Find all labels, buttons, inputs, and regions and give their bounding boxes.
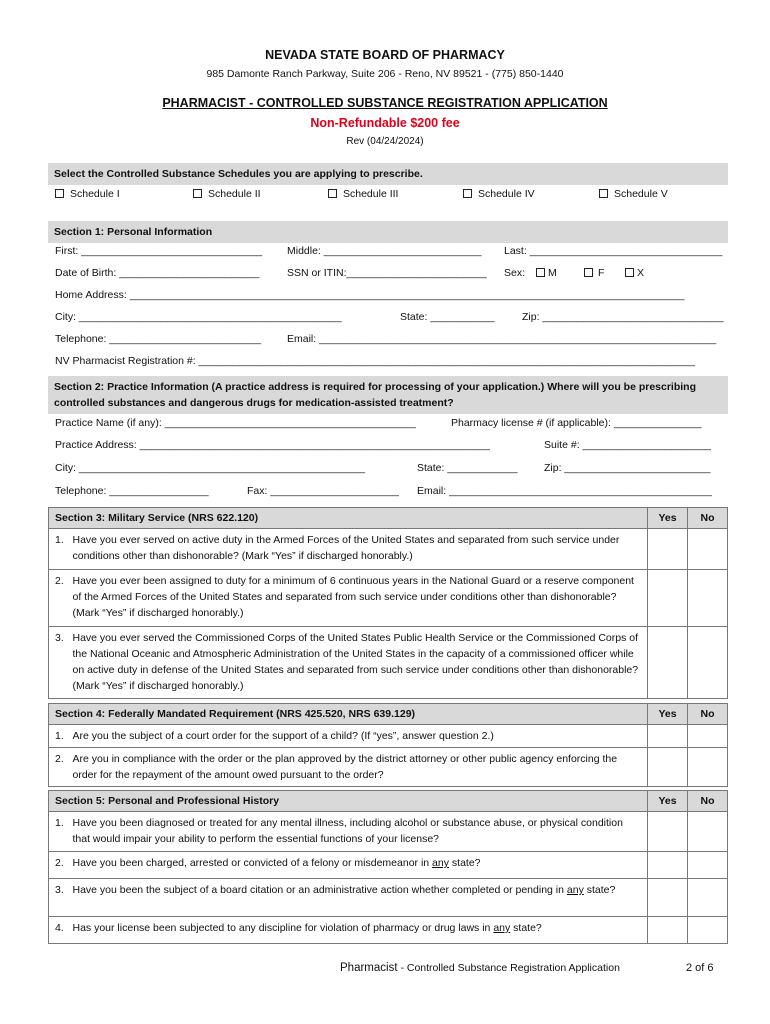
section5-table <box>48 790 728 944</box>
checkbox-icon[interactable] <box>193 189 202 198</box>
page-number: 2 of 6 <box>686 962 714 974</box>
no-answer-cell[interactable] <box>688 529 728 570</box>
section2-heading: Section 2: Practice Information (A practice address is required for processing of your application.) Where will you be prescribing controlled substances and dangerous drugs for medication-assisted treatment? <box>48 376 728 414</box>
revision-date: Rev (04/24/2024) <box>346 136 424 147</box>
yes-header: Yes <box>648 791 688 812</box>
pharmacy-license-field[interactable]: Pharmacy license # (if applicable): _______________ <box>451 417 702 429</box>
board-name: NEVADA STATE BOARD OF PHARMACY <box>265 48 505 62</box>
footer-document-name: Pharmacist - Controlled Substance Registration Application <box>340 962 620 974</box>
yes-header: Yes <box>648 508 688 529</box>
question-number: 1. <box>49 812 73 852</box>
section4-table <box>48 703 728 787</box>
yes-answer-cell[interactable] <box>648 627 688 699</box>
no-answer-cell[interactable] <box>688 748 728 787</box>
yes-answer-cell[interactable] <box>648 917 688 944</box>
question-text: Have you ever served on active duty in the Armed Forces of the United States and separated from such service under conditions other than dishonorable? (Mark “Yes” if discharged honorably.) <box>73 529 648 570</box>
last-name-field[interactable]: Last: _________________________________ <box>504 245 723 257</box>
question-row <box>49 917 728 944</box>
sex-x-option[interactable]: X <box>625 265 644 281</box>
schedule-i-option[interactable]: Schedule I <box>55 186 120 202</box>
question-row <box>49 725 728 748</box>
email-field[interactable]: Email: ____________________________________________________________________ <box>287 333 717 345</box>
city-field[interactable]: City: _____________________________________________ <box>55 311 342 323</box>
nv-registration-field[interactable]: NV Pharmacist Registration #: _____________________________________________________________________________________ <box>55 355 695 367</box>
practice-fax-field[interactable]: Fax: ______________________ <box>247 485 399 497</box>
checkbox-icon[interactable] <box>625 268 634 277</box>
question-row <box>49 748 728 787</box>
yes-answer-cell[interactable] <box>648 570 688 627</box>
sex-m-option[interactable]: M <box>536 265 557 281</box>
schedules-heading: Select the Controlled Substance Schedules you are applying to prescribe. <box>48 163 728 185</box>
practice-email-field[interactable]: Email: _____________________________________________ <box>417 485 712 497</box>
question-text: Have you been charged, arrested or convicted of a felony or misdemeanor in any state? <box>73 852 648 879</box>
schedule-iv-option[interactable]: Schedule IV <box>463 186 535 202</box>
schedule-ii-option[interactable]: Schedule II <box>193 186 261 202</box>
no-answer-cell[interactable] <box>688 852 728 879</box>
ssn-field[interactable]: SSN or ITIN:________________________ <box>287 267 487 279</box>
question-number: 3. <box>49 627 73 699</box>
yes-answer-cell[interactable] <box>648 852 688 879</box>
question-number: 2. <box>49 748 73 787</box>
question-text: Are you the subject of a court order for the support of a child? (If “yes”, answer question 2.) <box>73 725 648 748</box>
question-text: Have you been diagnosed or treated for any mental illness, including alcohol or substance abuse, or physical condition that would impair your ability to perform the essential functions of your license? <box>73 812 648 852</box>
section3-table <box>48 507 728 699</box>
practice-state-field[interactable]: State: ____________ <box>417 462 518 474</box>
checkbox-icon[interactable] <box>463 189 472 198</box>
schedule-v-option[interactable]: Schedule V <box>599 186 668 202</box>
yes-answer-cell[interactable] <box>648 812 688 852</box>
no-header: No <box>688 704 728 725</box>
middle-name-field[interactable]: Middle: ___________________________ <box>287 245 482 257</box>
question-row <box>49 812 728 852</box>
checkbox-icon[interactable] <box>328 189 337 198</box>
no-answer-cell[interactable] <box>688 627 728 699</box>
section1-heading: Section 1: Personal Information <box>48 221 728 243</box>
yes-header: Yes <box>648 704 688 725</box>
form-title: PHARMACIST - CONTROLLED SUBSTANCE REGISTRATION APPLICATION <box>162 96 608 110</box>
question-number: 2. <box>49 852 73 879</box>
question-row <box>49 879 728 917</box>
no-answer-cell[interactable] <box>688 725 728 748</box>
question-text: Has your license been subjected to any discipline for violation of pharmacy or drug laws in any state? <box>73 917 648 944</box>
question-text: Have you ever served the Commissioned Corps of the United States Public Health Service or the Commissioned Corps of the National Oceanic and Atmospheric Administration of the United States in the capacity of a commissioned officer while on active duty in defense of the United States and separated from such service under conditions other than dishonorable? (Mark “Yes” if discharged honorably.) <box>73 627 648 699</box>
question-number: 1. <box>49 529 73 570</box>
practice-telephone-field[interactable]: Telephone: _________________ <box>55 485 209 497</box>
checkbox-icon[interactable] <box>599 189 608 198</box>
question-text: Have you been the subject of a board citation or an administrative action whether completed or pending in any state? <box>73 879 648 917</box>
sex-label: Sex: <box>504 267 526 279</box>
question-number: 4. <box>49 917 73 944</box>
section5-heading: Section 5: Personal and Professional History <box>49 791 648 812</box>
fee-notice: Non-Refundable $200 fee <box>310 116 460 130</box>
dob-field[interactable]: Date of Birth: ________________________ <box>55 267 260 279</box>
question-row <box>49 627 728 699</box>
checkbox-icon[interactable] <box>584 268 593 277</box>
question-text: Are you in compliance with the order or the plan approved by the district attorney or other public agency enforcing the order for the repayment of the amount owed pursuant to the order? <box>73 748 648 787</box>
practice-zip-field[interactable]: Zip: _________________________ <box>544 462 711 474</box>
checkbox-icon[interactable] <box>536 268 545 277</box>
first-name-field[interactable]: First: _______________________________ <box>55 245 263 257</box>
section4-heading: Section 4: Federally Mandated Requirement (NRS 425.520, NRS 639.129) <box>49 704 648 725</box>
schedule-iii-option[interactable]: Schedule III <box>328 186 398 202</box>
no-answer-cell[interactable] <box>688 570 728 627</box>
practice-address-field[interactable]: Practice Address: ____________________________________________________________ <box>55 439 490 451</box>
no-answer-cell[interactable] <box>688 812 728 852</box>
section3-heading: Section 3: Military Service (NRS 622.120) <box>49 508 648 529</box>
zip-field[interactable]: Zip: _______________________________ <box>522 311 724 323</box>
no-header: No <box>688 791 728 812</box>
yes-answer-cell[interactable] <box>648 725 688 748</box>
question-number: 3. <box>49 879 73 917</box>
no-header: No <box>688 508 728 529</box>
question-row <box>49 852 728 879</box>
no-answer-cell[interactable] <box>688 917 728 944</box>
yes-answer-cell[interactable] <box>648 748 688 787</box>
home-address-field[interactable]: Home Address: _______________________________________________________________________________________________ <box>55 289 685 301</box>
question-number: 1. <box>49 725 73 748</box>
practice-name-field[interactable]: Practice Name (if any): ___________________________________________ <box>55 417 416 429</box>
state-field[interactable]: State: ___________ <box>400 311 495 323</box>
question-row <box>49 570 728 627</box>
schedule-checkbox-row <box>55 186 721 202</box>
no-answer-cell[interactable] <box>688 879 728 917</box>
yes-answer-cell[interactable] <box>648 879 688 917</box>
question-row <box>49 529 728 570</box>
practice-city-field[interactable]: City: _________________________________________________ <box>55 462 366 474</box>
question-number: 2. <box>49 570 73 627</box>
suite-field[interactable]: Suite #: ______________________ <box>544 439 711 451</box>
yes-answer-cell[interactable] <box>648 529 688 570</box>
question-text: Have you ever been assigned to duty for a minimum of 6 continuous years in the National Guard or a reserve component of the Armed Forces of the United States and separated from such service under conditions other than dishonorable? (Mark “Yes” if discharged honorably.) <box>73 570 648 627</box>
board-address: 985 Damonte Ranch Parkway, Suite 206 - Reno, NV 89521 - (775) 850-1440 <box>206 68 564 80</box>
checkbox-icon[interactable] <box>55 189 64 198</box>
sex-f-option[interactable]: F <box>584 265 604 281</box>
telephone-field[interactable]: Telephone: __________________________ <box>55 333 262 345</box>
